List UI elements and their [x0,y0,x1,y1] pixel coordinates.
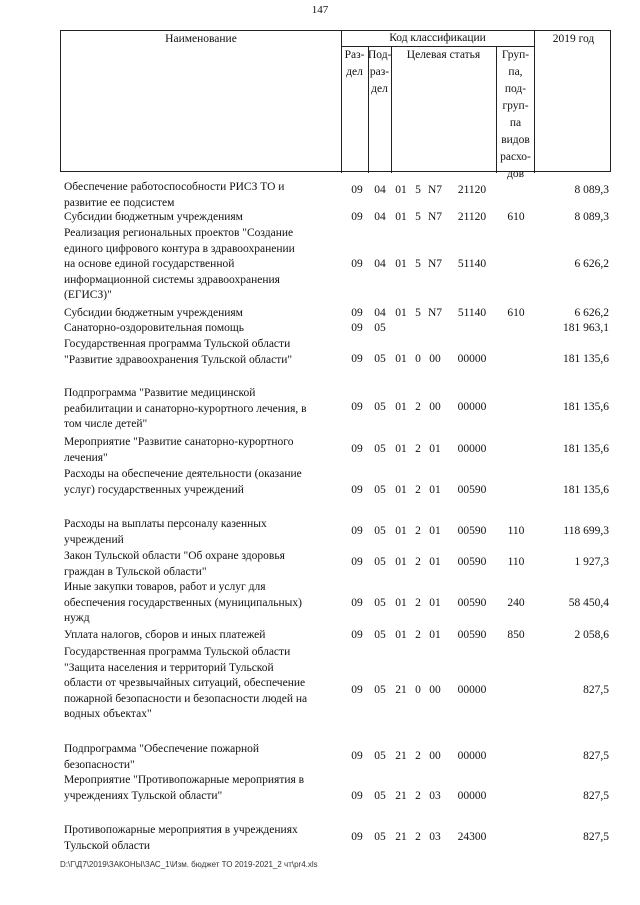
cell-event: 00 [429,750,441,762]
cell-podrazdel: 05 [374,750,386,762]
cell-amount: 2 058,6 [574,629,609,641]
cell-razdel: 09 [351,401,363,413]
cell-program: 01 [395,211,407,223]
cell-amount: 118 699,3 [563,525,609,537]
cell-podrazdel: 05 [374,322,386,334]
cell-podrazdel: 05 [374,597,386,609]
cell-program: 01 [395,597,407,609]
cell-event: N7 [427,211,443,223]
cell-podrazdel: 05 [374,684,386,696]
cell-program: 01 [395,629,407,641]
cell-razdel: 09 [351,443,363,455]
cell-podrazdel: 05 [374,443,386,455]
cell-amount: 8 089,3 [574,211,609,223]
cell-podrazdel: 05 [374,790,386,802]
cell-razdel: 09 [351,556,363,568]
cell-event: 01 [429,484,441,496]
row-name: Расходы на выплаты персоналу казенных учреждений [64,518,267,546]
cell-subprogram: 5 [415,211,421,223]
cell-program: 01 [395,307,407,319]
row-name: Мероприятие "Противопожарные мероприятия в учреждениях Тульской области" [64,774,305,802]
cell-razdel: 09 [351,831,363,843]
cell-event: 03 [429,790,441,802]
cell-razdel: 09 [351,684,363,696]
cell-subprogram: 0 [415,684,421,696]
cell-subprogram: 2 [415,443,421,455]
cell-direction: 00590 [457,597,487,609]
cell-event: 01 [429,443,441,455]
cell-subprogram: 2 [415,401,421,413]
row-name: Государственная программа Тульской области "Развитие здравоохранения Тульской области" [64,338,293,366]
cell-event: 01 [429,525,441,537]
cell-podrazdel: 04 [374,258,386,270]
cell-podrazdel: 05 [374,629,386,641]
cell-program: 01 [395,184,407,196]
cell-podrazdel: 05 [374,556,386,568]
footer-file-path: D:\Г\Д7\2019\ЗАКОНЫ\ЗАС_1\Изм. бюджет ТО 2019-2021_2 чт\pr4.xls [60,860,318,869]
cell-podrazdel: 04 [374,211,386,223]
cell-subprogram: 2 [415,629,421,641]
cell-razdel: 09 [351,629,363,641]
cell-razdel: 09 [351,307,363,319]
page-number: 147 [311,4,329,16]
cell-subprogram: 5 [415,258,421,270]
row-name: Уплата налогов, сборов и иных платежей [64,629,266,641]
row-name: Государственная программа Тульской области "Защита населения и территорий Тульской области от чрезвычайных ситуаций, обеспечение пожарной безопасности и безопасности людей на водных объектах" [64,646,308,721]
cell-event: 03 [429,831,441,843]
cell-amount: 827,5 [583,831,609,843]
cell-direction: 00000 [457,443,487,455]
row-name: Подпрограмма "Обеспечение пожарной безопасности" [64,743,260,771]
row-name: Субсидии бюджетным учреждениям [64,307,243,319]
row-name: Мероприятие "Развитие санаторно-курортного лечения" [64,436,294,464]
cell-amount: 181 135,6 [563,401,609,413]
cell-amount: 827,5 [583,790,609,802]
row-name: Обеспечение работоспособности РИСЗ ТО и развитие ее подсистем [64,181,285,209]
header-name: Наименование [165,33,237,45]
cell-program: 01 [395,443,407,455]
header-razdel: Раз- дел [344,49,365,78]
cell-event: 00 [429,401,441,413]
header-podrazdel: Под- раз- дел [368,49,392,95]
cell-razdel: 09 [351,597,363,609]
cell-amount: 6 626,2 [574,307,609,319]
cell-direction: 24300 [457,831,487,843]
cell-razdel: 09 [351,484,363,496]
cell-direction: 51140 [457,307,487,319]
row-name: Закон Тульской области "Об охране здоровья граждан в Тульской области" [64,550,285,578]
cell-amount: 6 626,2 [574,258,609,270]
cell-subprogram: 2 [415,556,421,568]
cell-expense-type: 610 [507,211,525,223]
cell-direction: 00000 [457,401,487,413]
cell-program: 01 [395,484,407,496]
cell-podrazdel: 04 [374,307,386,319]
cell-direction: 00000 [457,353,487,365]
cell-podrazdel: 05 [374,525,386,537]
cell-event: 01 [429,556,441,568]
row-name: Субсидии бюджетным учреждениям [64,211,243,223]
row-name: Реализация региональных проектов "Создание единого цифрового контура в здравоохранении на основе единой государственной информационной системы здравоохранения (ЕГИСЗ)" [64,227,295,302]
cell-direction: 21120 [457,184,487,196]
cell-razdel: 09 [351,353,363,365]
cell-program: 01 [395,353,407,365]
cell-direction: 00590 [457,484,487,496]
cell-program: 01 [395,525,407,537]
cell-subprogram: 2 [415,790,421,802]
cell-program: 21 [395,831,407,843]
row-name: Санаторно-оздоровительная помощь [64,322,244,334]
cell-amount: 58 450,4 [568,597,609,609]
cell-event: N7 [427,307,443,319]
row-name: Противопожарные мероприятия в учреждениях Тульской области [64,824,298,852]
cell-subprogram: 5 [415,307,421,319]
cell-podrazdel: 05 [374,353,386,365]
cell-direction: 00000 [457,750,487,762]
cell-program: 21 [395,684,407,696]
header-target: Целевая статья [406,49,481,61]
cell-subprogram: 2 [415,484,421,496]
cell-event: N7 [427,258,443,270]
cell-amount: 1 927,3 [574,556,609,568]
cell-expense-type: 610 [507,307,525,319]
cell-podrazdel: 05 [374,831,386,843]
cell-direction: 00590 [457,525,487,537]
cell-expense-type: 240 [507,597,525,609]
cell-podrazdel: 05 [374,401,386,413]
cell-subprogram: 2 [415,750,421,762]
cell-program: 01 [395,556,407,568]
cell-program: 01 [395,401,407,413]
cell-program: 21 [395,790,407,802]
cell-direction: 00000 [457,684,487,696]
cell-podrazdel: 04 [374,184,386,196]
cell-amount: 181 135,6 [563,443,609,455]
cell-razdel: 09 [351,184,363,196]
cell-amount: 827,5 [583,750,609,762]
header-year: 2019 год [552,33,595,45]
cell-expense-type: 110 [507,525,525,537]
cell-razdel: 09 [351,525,363,537]
cell-razdel: 09 [351,790,363,802]
cell-event: 00 [429,684,441,696]
cell-program: 21 [395,750,407,762]
cell-razdel: 09 [351,211,363,223]
cell-subprogram: 2 [415,831,421,843]
cell-event: 01 [429,597,441,609]
cell-podrazdel: 05 [374,484,386,496]
cell-razdel: 09 [351,322,363,334]
cell-direction: 51140 [457,258,487,270]
cell-amount: 8 089,3 [574,184,609,196]
cell-razdel: 09 [351,750,363,762]
cell-direction: 00590 [457,556,487,568]
cell-event: 01 [429,629,441,641]
cell-amount: 181 963,1 [563,322,609,334]
cell-direction: 21120 [457,211,487,223]
cell-razdel: 09 [351,258,363,270]
cell-amount: 827,5 [583,684,609,696]
cell-subprogram: 0 [415,353,421,365]
cell-expense-type: 850 [507,629,525,641]
cell-expense-type: 110 [507,556,525,568]
cell-event: N7 [427,184,443,196]
cell-subprogram: 5 [415,184,421,196]
header-code-classification: Код классификации [389,32,486,44]
cell-subprogram: 2 [415,525,421,537]
row-name: Расходы на обеспечение деятельности (оказание услуг) государственных учреждений [64,468,302,496]
cell-amount: 181 135,6 [563,353,609,365]
cell-direction: 00000 [457,790,487,802]
header-group: Груп- па, под- груп- па видов расхо- дов [500,49,531,180]
cell-program: 01 [395,258,407,270]
cell-event: 00 [429,353,441,365]
cell-direction: 00590 [457,629,487,641]
row-name: Подпрограмма "Развитие медицинской реабилитации и санаторно-курортного лечения, в том числе детей" [64,387,307,431]
row-name: Иные закупки товаров, работ и услуг для обеспечения государственных (муниципальных) нужд [64,581,302,625]
cell-amount: 181 135,6 [563,484,609,496]
cell-subprogram: 2 [415,597,421,609]
